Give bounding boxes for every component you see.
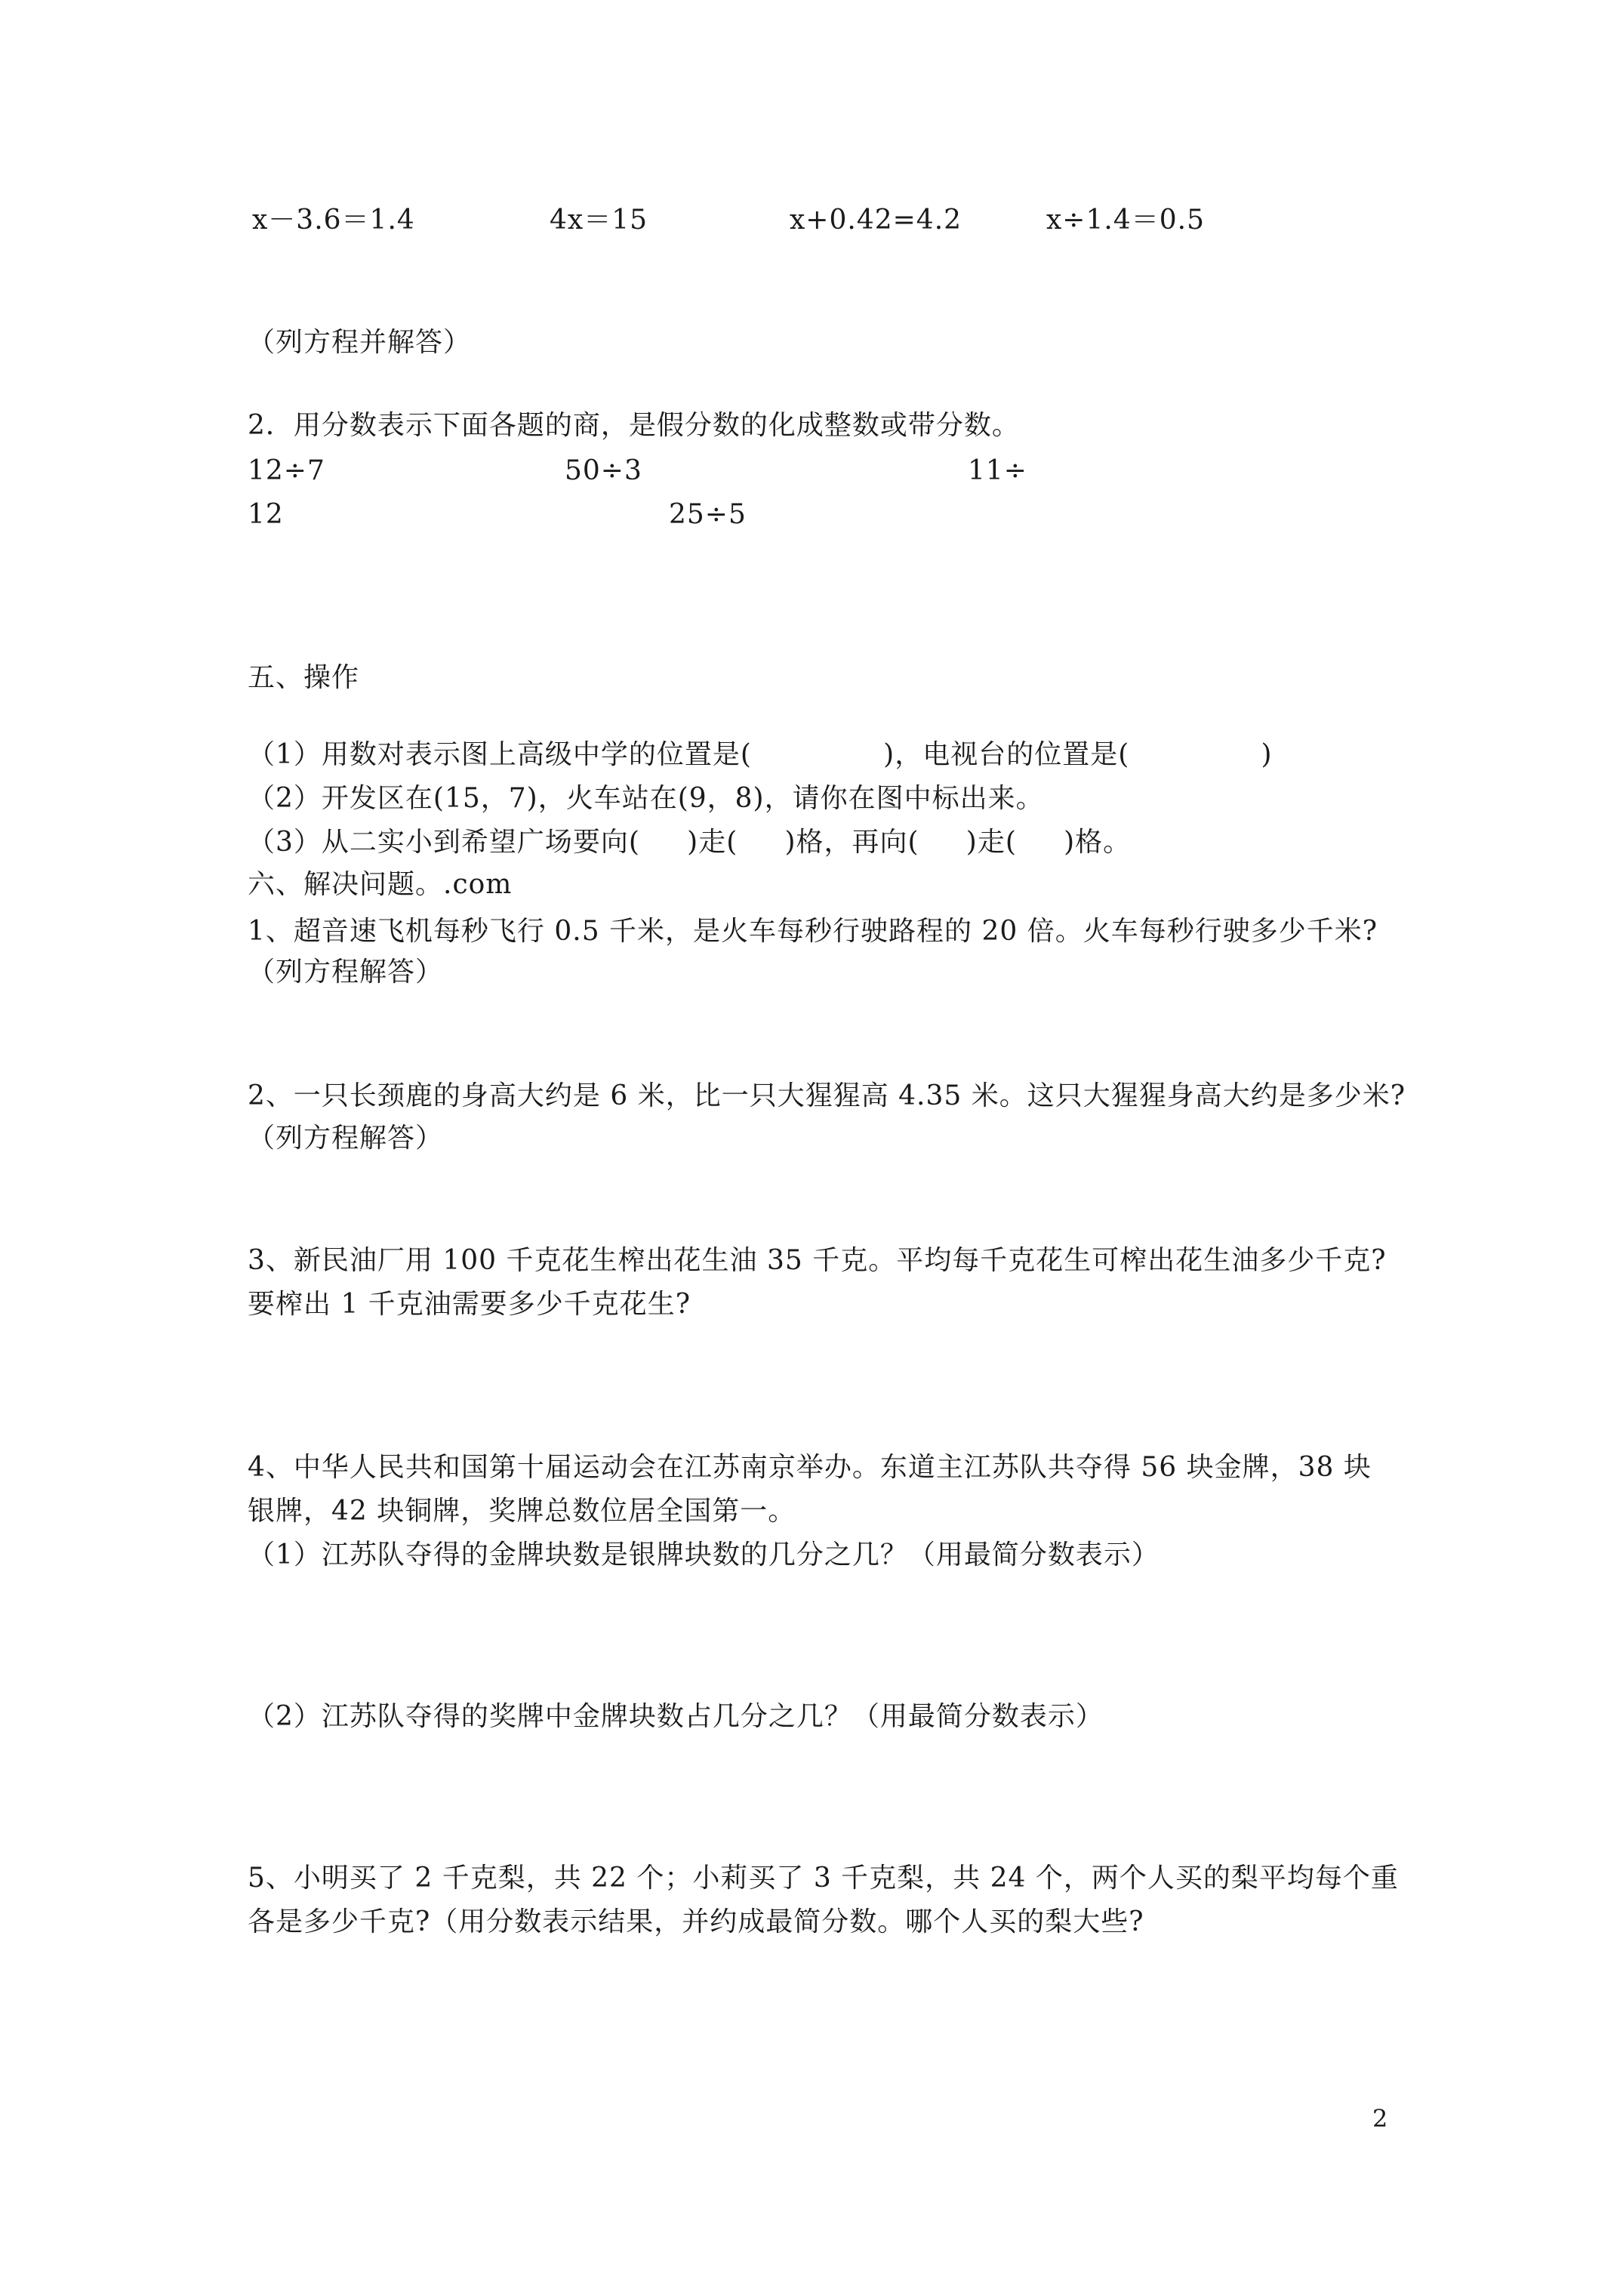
problem-3-line-1: 3、新民油厂用 100 千克花生榨出花生油 35 千克。平均每千克花生可榨出花生油多少千克? [248, 1245, 1387, 1276]
problem-3-line-2: 要榨出 1 千克油需要多少千克花生? [248, 1289, 691, 1320]
problem-2-line-1: 2、一只长颈鹿的身高大约是 6 米，比一只大猩猩高 4.35 米。这只大猩猩身高大约是多少米? [248, 1080, 1406, 1111]
problem-2-line-2: （列方程解答） [248, 1123, 444, 1154]
equation-4: x÷1.4＝0.5 [1046, 205, 1205, 236]
operation-item-3: （3）从二实小到希望广场要向( )走( )格，再向( )走( )格。 [248, 827, 1132, 858]
page-number: 2 [1372, 2104, 1388, 2133]
equation-2: 4x＝15 [550, 205, 648, 236]
operation-item-1: （1）用数对表示图上高级中学的位置是( )，电视台的位置是( ) [248, 739, 1273, 770]
problem-4-sub-1: （1）江苏队夺得的金牌块数是银牌块数的几分之几？（用最简分数表示） [248, 1539, 1160, 1570]
operation-item-2: （2）开发区在(15，7)，火车站在(9，8)，请你在图中标出来。 [248, 783, 1044, 814]
division-12-7: 12÷7 [248, 455, 325, 486]
division-50-3: 50÷3 [565, 455, 642, 486]
problem-5-line-2: 各是多少千克?（用分数表示结果，并约成最简分数。哪个人买的梨大些? [248, 1906, 1144, 1937]
section-6-heading: 六、解决问题。.com [248, 869, 513, 900]
problem-1-line-2: （列方程解答） [248, 957, 444, 988]
list-equation-note: （列方程并解答） [248, 327, 472, 358]
equation-1: x－3.6＝1.4 [252, 205, 415, 236]
division-25-5: 25÷5 [669, 499, 747, 530]
question-2-title: 2．用分数表示下面各题的商，是假分数的化成整数或带分数。 [248, 410, 1020, 441]
problem-4-line-2: 银牌，42 块铜牌，奖牌总数位居全国第一。 [248, 1496, 796, 1527]
equation-3: x+0.42=4.2 [790, 205, 962, 236]
problem-1-line-1: 1、超音速飞机每秒飞行 0.5 千米，是火车每秒行驶路程的 20 倍。火车每秒行驶多少千米? [248, 916, 1378, 947]
problem-4-sub-2: （2）江苏队夺得的奖牌中金牌块数占几分之几？（用最简分数表示） [248, 1701, 1104, 1732]
divisor-12: 12 [248, 499, 284, 530]
section-5-heading: 五、操作 [248, 662, 360, 693]
problem-5-line-1: 5、小明买了 2 千克梨，共 22 个；小莉买了 3 千克梨，共 24 个，两个人买的梨平均每个重 [248, 1863, 1399, 1894]
division-11: 11÷ [968, 455, 1027, 486]
problem-4-line-1: 4、中华人民共和国第十届运动会在江苏南京举办。东道主江苏队共夺得 56 块金牌，38 块 [248, 1452, 1372, 1483]
